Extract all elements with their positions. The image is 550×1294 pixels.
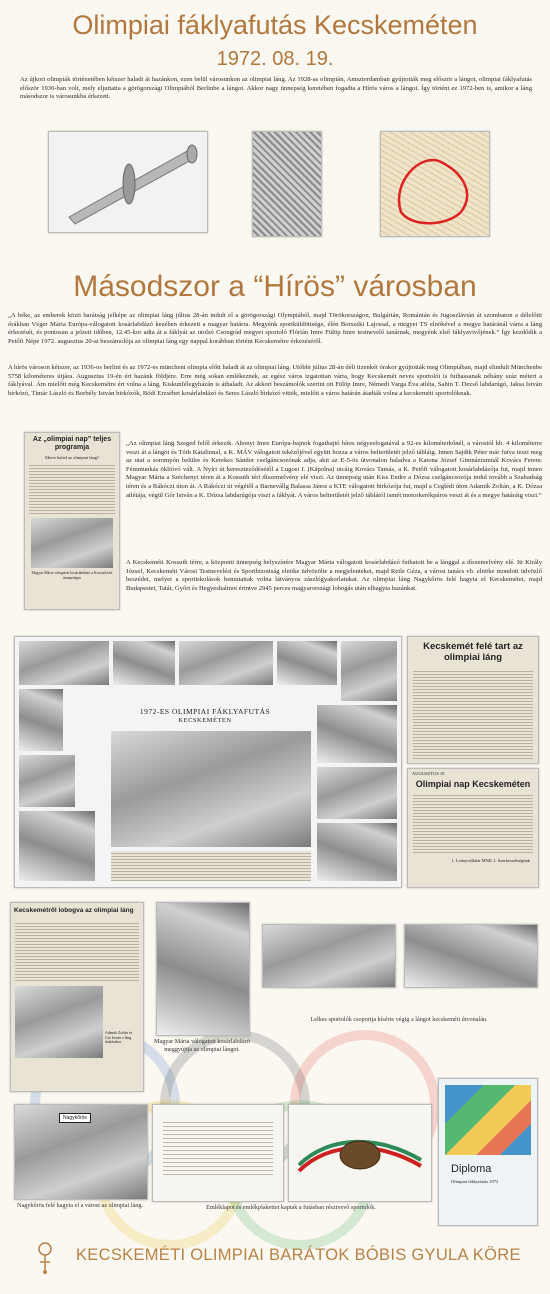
photo-collage — [14, 636, 402, 888]
footer-logo — [34, 1240, 56, 1276]
clip-lobogva-cap: Adamik Zoltán és Gór István a láng átadásakor — [105, 1031, 133, 1044]
memorial-plaquette — [288, 1104, 432, 1202]
clip-kecskemet-text — [413, 669, 533, 761]
collage-photo-8 — [19, 811, 95, 881]
paragraph-1: „A béke, az emberek közti barátság jelképe az olimpiai láng július 28-án indult el a görögországi Olympiából, majd Törökországon, Bulgárián, Románián és Jugoszlávián át szombaton a délelőtti órákban Véger Mária Európa-válogatott kosárlabdázó kezében érkezett a magyar határra. Megyénk sportküldöttsége, élén Borszéki Lajossal, a megyei TS elnökével a megye határánál várta a láng érkezését, és pontosan a jelzett időben, 12.45-kor adta át a fáklyát az utolsó Csongrád megyei sportoló Flórián Imre Fülöp Imre testnevelő tanárnak, megyénk első fáklyavivőjének.” Így kezdődik a Petőfi Népe 1972. augusztus 20-ai beszámolója az olimpiai láng egy nappal korábban történt Kecskemétre érkezéséről. — [8, 312, 542, 345]
collage-photo-7 — [19, 755, 75, 807]
collage-subtitle: KECSKEMÉTEN — [178, 717, 232, 724]
collage-title: 1972-ES OLIMPIAI FÁKLYAFUTÁS — [139, 707, 271, 716]
collage-photo-2 — [113, 641, 175, 685]
collage-photo-3 — [179, 641, 273, 685]
clip-program-photo — [31, 518, 113, 568]
caption-group: Lelkes sportolók csoportja kísérte végig a lángot kecskeméti útvonalán. — [310, 1016, 488, 1023]
paragraph-2: A hírös városon kétszer, az 1936-os berlini és az 1972-es müncheni olimpia előtt haladt át az olimpiai láng. Utóbbi július 28-án déli tizenkét órakor gyújtották meg Olimpiában, majd elindult Münchenbe 5758 kilométeres útjára. Augusztus 19-én ért hazánk földjére. Erre még sokan emlékeznek, az egész város izgatottan várta, hogy Kecskemét neves sportolói is futhassanak néhány száz métert a fáklyával. Ám mielőtt még Kecskemétre ért volna a láng, Kiskunfélegyházán is áthaladt. Az akkori beszámolók szerint ott Fülöp Imre, Némedi Varga Éva atléta, Sahin T. Dezső labdarúgó, Jaksa István birkózó, Tímár László és Borbély István birkózók, Bódi Erzsébet kosárlabdázó és Seres László birkózó vitték, mielőtt a város határán átadták volna a kecskeméti sportolóknak. — [8, 364, 542, 397]
torch-photo — [48, 131, 208, 233]
collage-photo-11 — [317, 823, 397, 881]
collage-team-names — [111, 851, 311, 881]
clip-olimpiai-foot: 1. Leányvállalat MNK 2. Szerkesztőségünk — [451, 858, 530, 863]
diploma — [438, 1078, 538, 1226]
diploma-text: Olimpiai fáklyafutás 1972 — [451, 1179, 499, 1184]
clip-lobogva-text — [15, 921, 139, 983]
diploma-title: Diploma — [451, 1163, 492, 1175]
caption-memorabilia: Emléklapot és emlékplakettet kaptak a futásban résztvevő sportolók. — [206, 1204, 376, 1211]
photo-runners-1 — [262, 924, 396, 988]
photo-marta — [156, 902, 250, 1036]
memorial-document — [152, 1104, 284, 1202]
collage-photo-6 — [19, 689, 63, 751]
clip-program-sub: Merre halad az olimpiai láng? — [45, 455, 99, 460]
collage-photo-9 — [317, 705, 397, 763]
paragraph-3: A Kecskeméti Kossuth térre, a központi ünnepség helyszínére Magyar Márta válogatott kosárlabdázó futhatott be a lánggal a díszemelvény elé. Itt Király József, Kecskeméti Városi Testnevelési és Sportbizottság elnöke üdvözölte a megjelenteket, majd Reile Géza, a városi tanács vb. elnöke mondott üdvözlő beszédet, melyet a sportiskolások bemutattak volna látványos zászlógyakorlatukat. Az olimpiai láng Nagykőrös felé hagyta el Kecskemétet, majd Budapestet, Tatát, Győrt és Hegyeshalmot érintve 2945 perces magyarországi lobogás után elhagyta hazánkat. — [126, 559, 542, 592]
diploma-art — [445, 1085, 531, 1155]
clip-olimpiai-head: Olimpiai nap Kecskeméten — [415, 779, 531, 789]
collage-team-photo — [111, 731, 311, 847]
newspaper-clip-program — [24, 432, 120, 610]
clip-lobogva-photo — [15, 986, 103, 1058]
caption-marta: Magyar Márta válogatott kosárlabdázó meggyújtja az olimpiai lángot. — [153, 1038, 251, 1053]
newspaper-clip-kecskemet — [407, 636, 539, 764]
section-title: Másodszor a “Hírös” városban — [73, 270, 477, 303]
intro-text: Az újkori olimpiák történetében kétszer haladt át hazánkon, ezen belül városunkon az olimpiai láng. Az 1928-as olimpián, Amszterdamban gyújtották meg először a lángot, olimpiai fáklyafutás először 1936-ban volt, mely eljuttatta a görögországi Olimpiából Berlinbe a lángot. Akkor nagy ünnepség keretében fogadta a Hírös város a lángot. Így történt ez 1972-ben is, amikor a láng másodszor is városunkba érkezett. — [20, 76, 532, 101]
town-sign: Nagykőrös — [59, 1113, 91, 1123]
clip-program-text — [29, 463, 115, 515]
collage-photo-4 — [277, 641, 337, 685]
clip-program-cap: Magyar Márta válogatott kosárlabdázó a Kossuth téri ünnepségen — [31, 571, 113, 580]
clip-olimpiai-date: AUGUSZTUS 19. — [412, 771, 446, 776]
photo-runners-2 — [404, 924, 538, 988]
clip-lobogva-head: Kecskemétről lobogva az olimpiai láng — [14, 907, 134, 914]
collage-photo-5 — [341, 641, 397, 701]
photo-motorcycle — [14, 1104, 148, 1200]
newspaper-clip-olimpiai-nap — [407, 768, 539, 888]
page-title: Olimpiai fáklyafutás Kecskeméten — [72, 10, 478, 40]
footer-text: KECSKEMÉTI OLIMPIAI BARÁTOK BÓBIS GYULA KÖRE — [76, 1246, 521, 1264]
quote-text: „Az olimpiai láng Szeged felől érkezik. Abonyi Imre Európa-bajnok fogathajtó híres négyesfogatával a 92-es kilométerkőnél, a várostól kb. 4 kilométerre veszi át a lángot és Tóth Katalinnal, a K. MÁV válogatott tekézőjével együtt hozza a város belterületét jelző tábláig. Innen Sajdik Péter már futva teszi meg az utat a sorompón belülre és Kerekes Sándor cselgáncsozónak adja, akit az E-5-ös útvonalon haladva a Katona József Gimnáziumnál Kovács Ferenc Fémmunkás öklöívó vált. A Nyíri út kereszteződésétől a Lugosi I. (Kápolna) utcáig Kovács Tamás, a K. Petőfi válogatott kosárlabdázója fut, majd innen Magyar Márta a Széchenyi téren át a Kossuth téri díszemelvény elé viszi. Az ünnepség után Kiss Endre a Dózsa cselgáncsozója indul tovább a Szabadság téren és a Rákóczi úton át. A Rákóczi út végétől a Barnevállg Balassa János a KTE válogatott birkózója fut, majd a Ceglédi úton Adamik Zoltán, a K. Dózsa atlétája, végül Gór István a K. Dózsa labdarúgója viszi a fáklyát. A város belterületét jelző táblától ismét motorkerékpáros veszi át és a megye határáig viszi.” — [126, 440, 542, 499]
map-photo-1 — [252, 131, 322, 237]
clip-olimpiai-text — [413, 793, 533, 853]
newspaper-clip-lobogva — [10, 902, 144, 1092]
page-date: 1972. 08. 19. — [216, 48, 334, 70]
map-photo-2 — [380, 131, 490, 237]
collage-photo-10 — [317, 767, 397, 819]
collage-photo-1 — [19, 641, 109, 685]
clip-kecskemet-head: Kecskemét felé tart az olimpiai láng — [423, 641, 523, 663]
caption-nagykoros: Nagykőrös felé hagyta el a várost az olimpiai láng. — [17, 1202, 143, 1209]
memorial-document-text — [163, 1119, 273, 1177]
clip-program-head: Az „olimpiai nap” teljes programja — [32, 436, 112, 451]
